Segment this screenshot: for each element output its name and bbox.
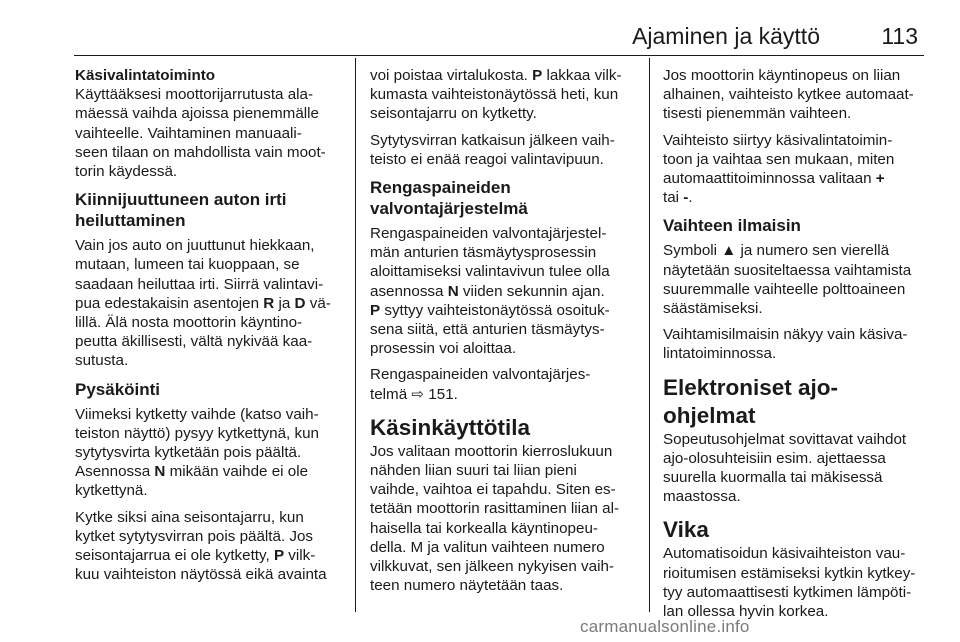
paragraph-page-reference: Rengaspaineiden valvontajärjes- telmä ⇨ 151.: [370, 366, 591, 403]
header-title: Ajaminen ja käyttö: [632, 23, 820, 49]
heading-vaihteen-ilmaisin: Vaihteen ilmaisin: [663, 216, 801, 236]
subheading-kasivalintatoiminto: Käsivalintatoiminto: [75, 67, 216, 84]
heading-kasinkayttotila: Käsinkäyttötila: [370, 414, 531, 440]
column-divider-2: [649, 58, 650, 612]
paragraph: Symboli ▲ ja numero sen vierellä näytetään suositeltaessa vaihtamista suuremmalle vaihteelle polttoaineen säästämiseksi.: [663, 242, 912, 318]
paragraph: Käyttääksesi moottorijarrutusta ala- mäessä vaihda ajoissa pienemmälle vaihteelle. Vaihtaminen manuaali- seen tilaan on mahdollista vain moot- torin käydessä.: [75, 86, 326, 181]
column-2: [370, 66, 632, 602]
page-header: [0, 22, 918, 54]
heading-vika: Vika: [663, 517, 709, 543]
watermark: carmanualsonline.info: [580, 617, 750, 636]
paragraph: Jos valitaan moottorin kierroslukuun nähden liian suuri tai liian pieni vaihde, vaihtoa ei tapahdu. Siten es- tetään moottorin rasittaminen liian al- haisella tai korkealla käyntinopeu- della. M ja valitun vaihteen numero vilkkuvat, sen jälkeen nykyisen vaih- teen numero näytetään taas.: [370, 442, 620, 595]
paragraph: Vaihtamisilmaisin näkyy vain käsiva- lintatoiminnossa.: [663, 326, 908, 363]
column-3: [663, 66, 925, 628]
heading-pysakointi: Pysäköinti: [75, 379, 161, 399]
page-number: 113: [881, 23, 918, 49]
column-1: [75, 66, 337, 591]
heading-rengaspaineet: Rengaspaineiden valvontajärjestelmä: [370, 178, 528, 219]
paragraph: Kytke siksi aina seisontajarru, kun kytket sytytysvirran pois päältä. Jos seisontajarrua ei ole kytketty, P vilk- kuu vaihteiston näytössä eikä avainta: [75, 508, 327, 584]
paragraph: Viimeksi kytketty vaihde (katso vaih- teiston näyttö) pysyy kytkettynä, kun sytytysvirta kytketään pois päältä. Asennossa N mikään vaihde ei ole kytkettynä.: [75, 405, 319, 500]
paragraph: Vaihteisto siirtyy käsivalintatoimin- toon ja vaihtaa sen mukaan, miten automaattitoiminnossa valitaan + tai -.: [663, 131, 895, 207]
paragraph: Automatisoidun käsivaihteiston vau- rioitumisen estämiseksi kytkin kytkey- tyy automaattisesti kytkimen lämpöti- lan ollessa hyvin korkea.: [663, 545, 916, 621]
paragraph: Jos moottorin käyntinopeus on liian alhainen, vaihteisto kytkee automaat- tisesti pienemmän vaihteen.: [663, 67, 914, 123]
heading-elektroniset-ajo-ohjelmat: Elektroniset ajo-ohjelmat: [663, 374, 839, 428]
column-divider-1: [355, 58, 356, 612]
paragraph: Vain jos auto on juuttunut hiekkaan, mutaan, lumeen tai kuoppaan, se saadaan heiluttaa irti. Siirrä valintavi- pua edestakaisin asentojen R ja D vä- lillä. Älä nosta moottorin käyntino- peutta äkillisesti, vältä nykivää kaa- sutusta.: [75, 237, 331, 370]
paragraph: Sopeutusohjelmat sovittavat vaihdot ajo-olosuhteisiin esim. ajettaessa suurella kuormalla tai mäkisessä maastossa.: [663, 430, 907, 506]
heading-heiluttaminen: Kiinnijuuttuneen auton irti heiluttaminen: [75, 190, 287, 231]
paragraph: Rengaspaineiden valvontajärjestel- män anturien täsmäytysprosessin aloittamiseksi valintavivun tulee olla asennossa N viiden sekunnin ajan. P syttyy vaihteistonäytössä osoituk- sena siitä, että anturien täsmäytys- prosessin voi aloittaa.: [370, 225, 610, 358]
header-rule: [74, 55, 924, 56]
paragraph: Sytytysvirran katkaisun jälkeen vaih- teisto ei enää reagoi valintavipuun.: [370, 131, 615, 168]
paragraph: voi poistaa virtalukosta. P lakkaa vilk- kumasta vaihteistonäytössä heti, kun seisontajarru on kytketty.: [370, 67, 622, 123]
